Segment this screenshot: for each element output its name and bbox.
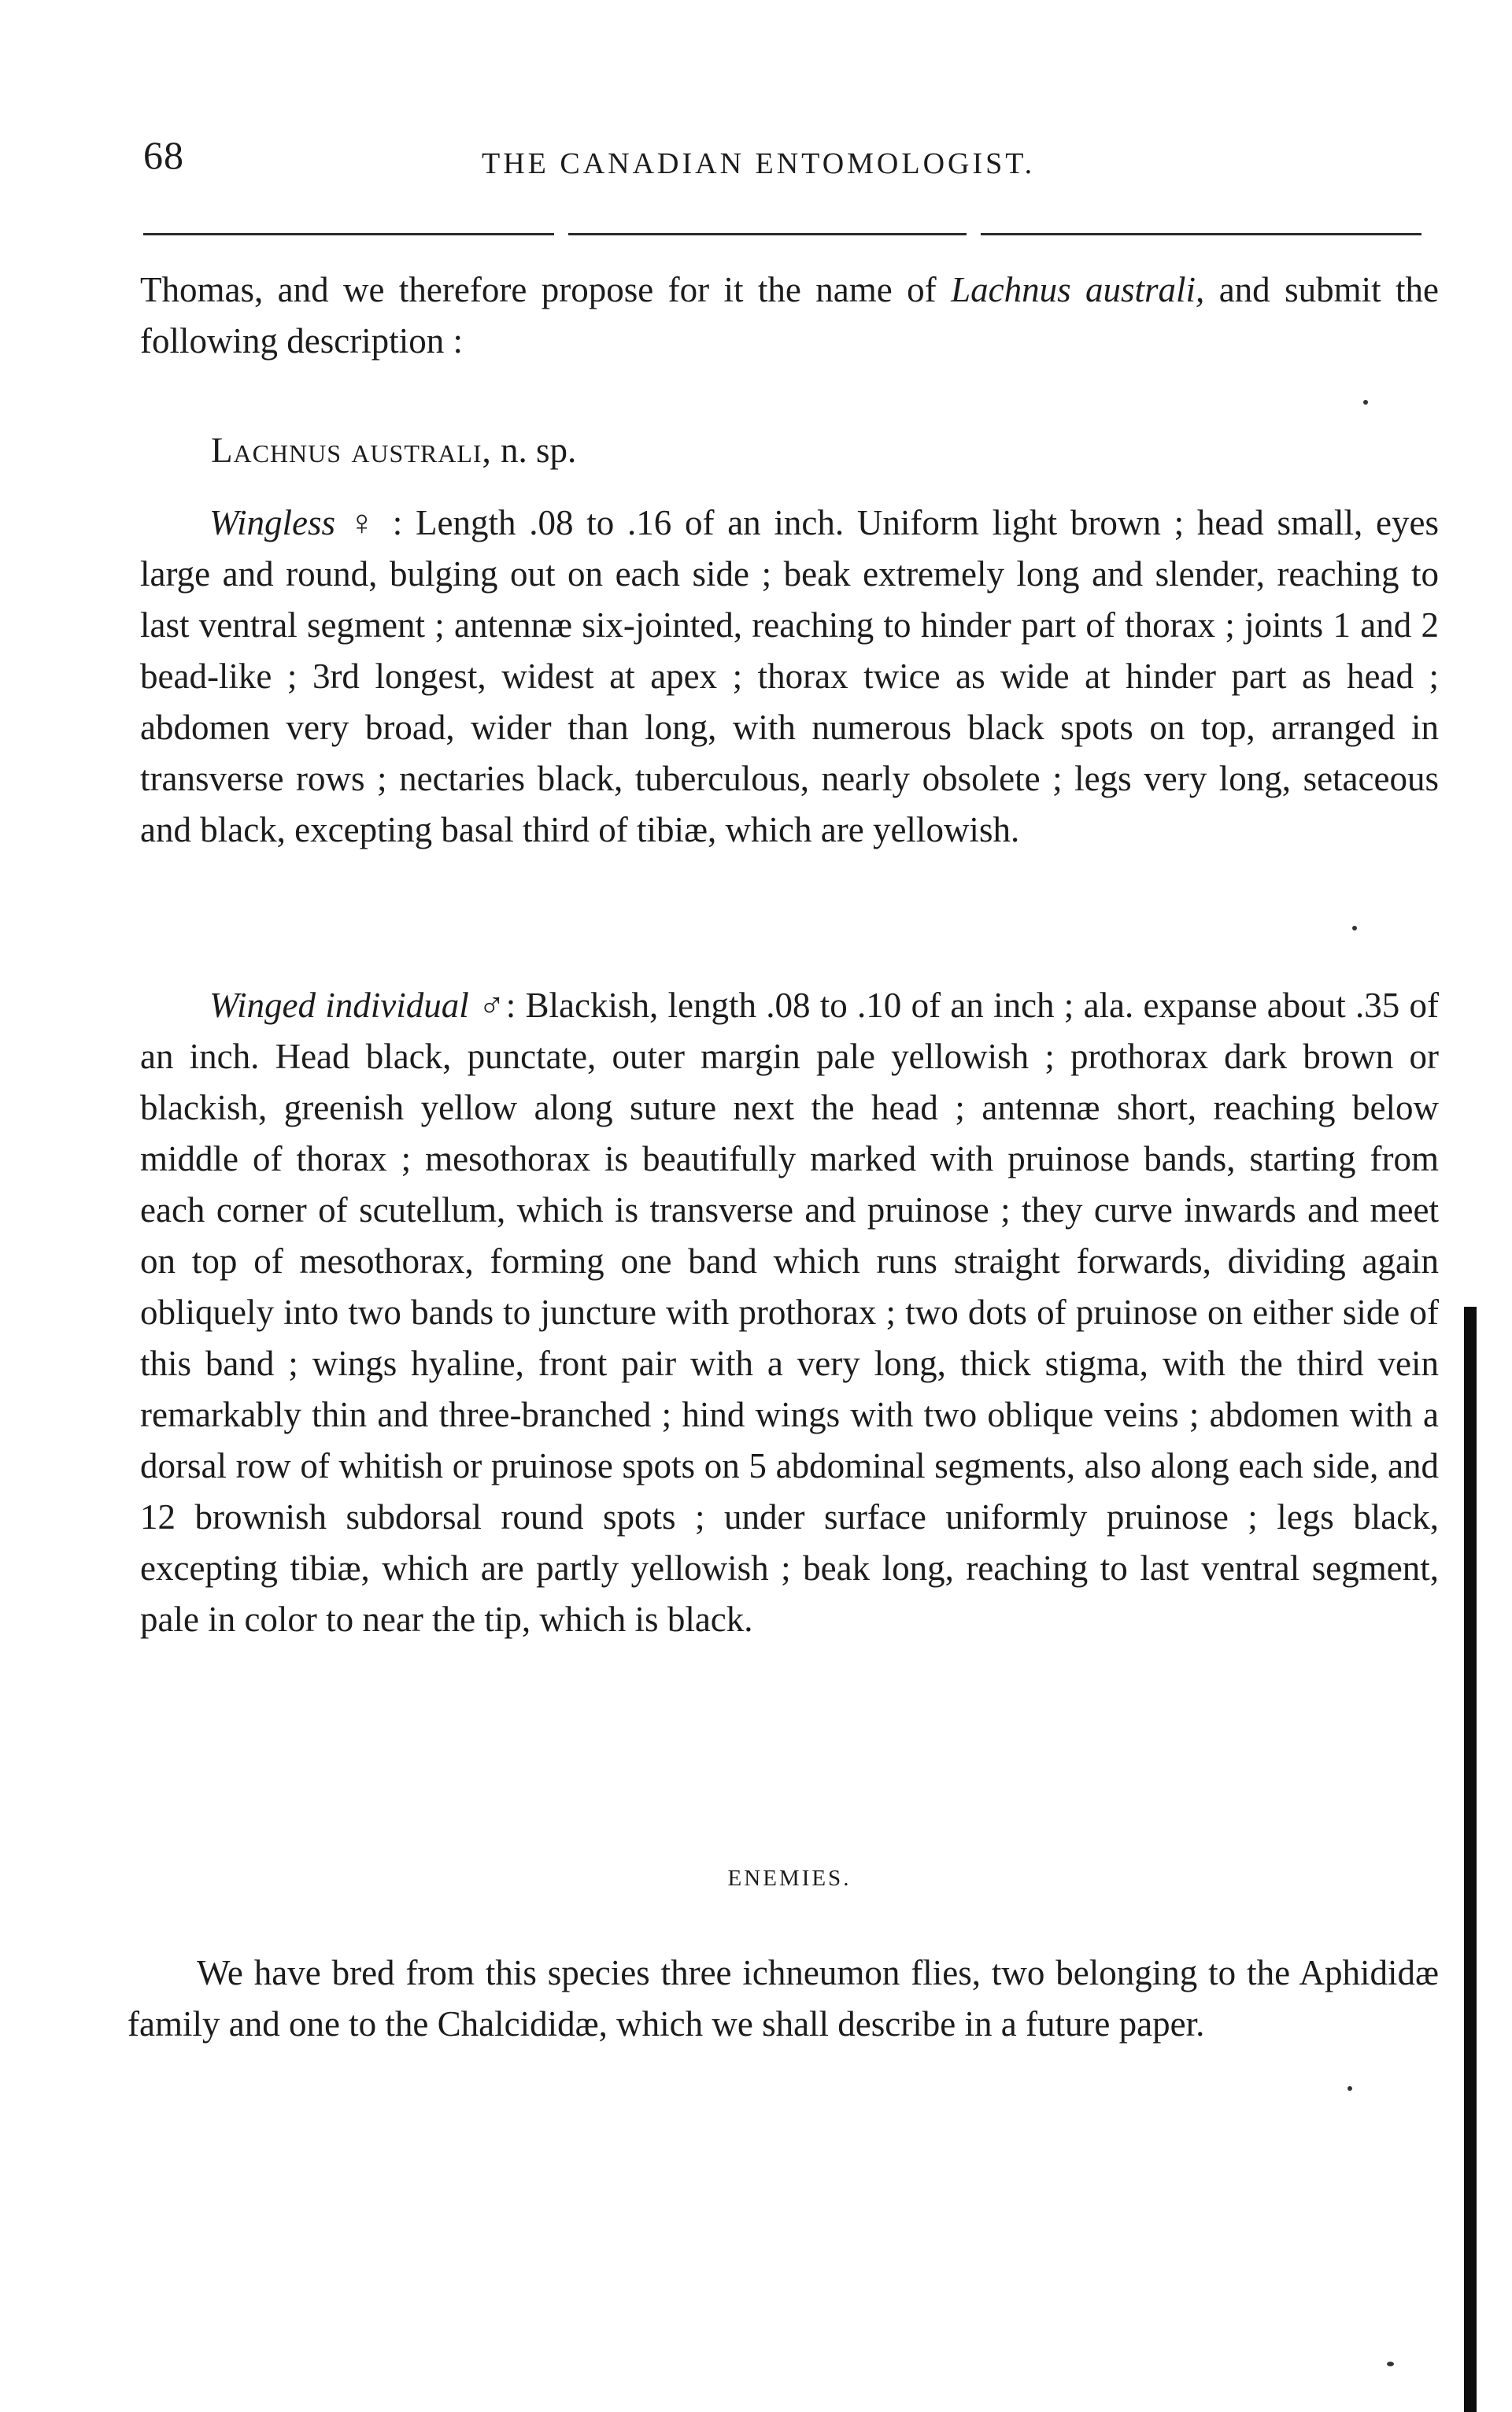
winged-text: : Blackish, length .08 to .10 of an inch ; ala. expanse about .35 of an inch. Head black, punctate, outer margin pale yellowish ; prothorax dark brown or blackish, greenish yellow along suture next the head ; antennæ short, reaching below middle of thorax ; mesothorax is beautifully marked with pruinose bands, starting from each corner of scutellum, which is transverse and pruinose ; they curve inwards and meet on top of mesothorax, forming one band which runs straight forwards, dividing again obliquely into two bands to juncture with prothorax ; two dots of pruinose on either side of this band ; wings hyaline, front pair with a very long, thick stigma, with the third vein remarkably thin and three-branched ; hind wings with two oblique veins ; abdomen with a dorsal row of whitish or pruinose spots on 5 abdominal segments, also along each side, and 12 brownish subdorsal round spots ; under surface uniformly pruinose ; legs black, excepting tibiæ, which are partly yellowish ; beak long, reaching to last ventral segment, pale in color to near the tip, which is black. [140,986,1439,1639]
enemies-text: We have bred from this species three ichneumon flies, two belonging to the Aphididæ family and one to the Chalcididæ, which we shall describe in a future paper. [128,1953,1439,2044]
header-rule-right [981,233,1421,235]
species-name-italic: Lachnus australi, [951,270,1205,309]
print-speck [1363,400,1368,405]
species-heading [211,425,1439,476]
running-head: THE CANADIAN ENTOMOLOGIST. [482,147,1036,180]
wingless-label: Wingless ♀ [209,503,380,542]
page-number: 68 [143,133,184,177]
print-speck [1352,926,1357,930]
header-rule-left [143,233,554,235]
intro-text-before: Thomas, and we therefore propose for it the name of [140,270,952,309]
page-header [143,132,1434,187]
scan-edge-shadow [1464,1307,1477,2412]
enemies-heading: ENEMIES. [727,1866,852,1891]
enemies-paragraph [128,1948,1439,2050]
wingless-description [140,498,1439,856]
intro-text-after: and submit the following description : [140,270,1440,361]
species-heading-name: Lachnus australi, [211,431,492,470]
print-speck [1347,2086,1352,2091]
header-rule-middle [568,233,967,235]
wingless-text: : Length .08 to .16 of an inch. Uniform light brown ; head small, eyes large and round, bulging out on each side ; beak extremely long and slender, reaching to last ventral segment ; antennæ six-jointed, reaching to hinder part of thorax ; joints 1 and 2 bead-like ; 3rd longest, widest at apex ; thorax twice as wide at hinder part as head ; abdomen very broad, wider than long, with numerous black spots on top, arranged in transverse rows ; nectaries black, tuberculous, nearly obsolete ; legs very long, setaceous and black, excepting basal third of tibiæ, which are yellowish. [140,503,1440,849]
winged-label: Winged individual ♂ [209,986,506,1025]
species-heading-suffix: n. sp. [491,431,577,470]
print-speck [1387,2362,1394,2366]
intro-paragraph [140,265,1439,367]
winged-description [140,980,1439,1645]
